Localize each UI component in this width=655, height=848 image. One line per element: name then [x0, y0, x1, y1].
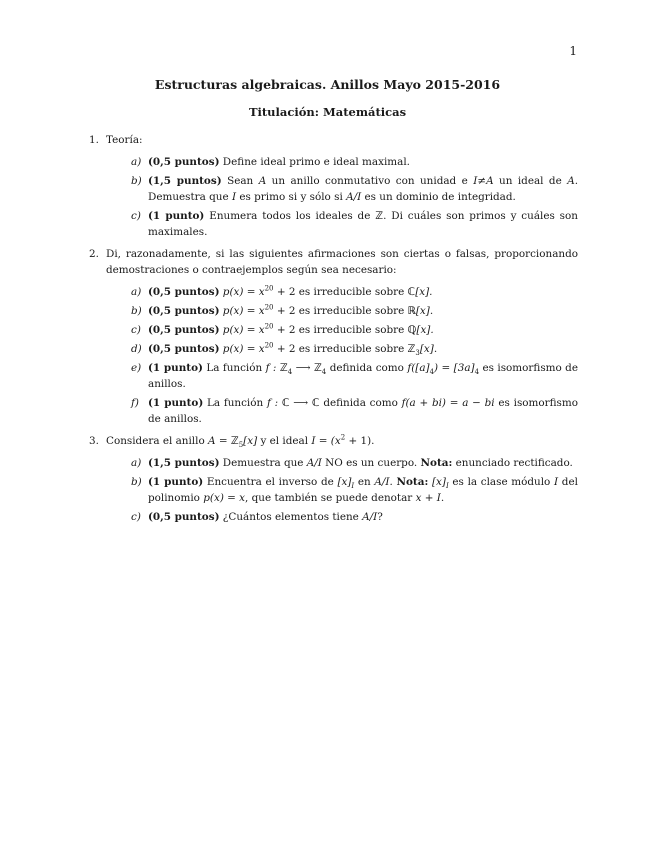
subquestion-list [106, 284, 578, 427]
text: Demuestra que [222, 457, 304, 469]
question-2 [89, 246, 578, 427]
math: I [445, 482, 449, 491]
text: es isomorfismo de anillos. [148, 397, 578, 425]
page-number: 1 [569, 44, 577, 58]
math: [x] [337, 476, 352, 488]
subquestion-letter: d) [131, 343, 142, 355]
math: A [258, 175, 267, 187]
math: 20 [264, 341, 274, 350]
text: es irreducible sobre [298, 286, 405, 298]
text: un ideal de [499, 175, 562, 187]
math: I [473, 175, 478, 187]
subquestion-3c [131, 509, 578, 525]
subquestion-3b [131, 474, 578, 506]
text: Enumera todos los ideales de [209, 210, 371, 222]
math: + 1). [345, 435, 375, 447]
text: La función [207, 397, 264, 409]
text: es irreducible sobre [298, 343, 405, 355]
question-3 [89, 433, 578, 525]
text: NO es un cuerpo. [325, 457, 418, 469]
math: A/I [346, 191, 362, 203]
math: [x] [431, 476, 446, 488]
text: Sean [227, 175, 254, 187]
math: 20 [264, 303, 274, 312]
math: ℚ [407, 324, 417, 336]
math: A [567, 175, 575, 187]
note-label: Nota: [420, 457, 453, 469]
math: [x] [243, 435, 258, 447]
math: ℤ [230, 435, 239, 447]
math: 4 [321, 368, 327, 377]
math: 5 [238, 441, 244, 450]
text: definida como [329, 362, 404, 374]
question-number: 2. [89, 248, 99, 260]
subquestion-text: Define ideal primo e ideal maximal. [222, 156, 410, 168]
text: , que también se puede denotar [245, 492, 413, 504]
math: [x]. [419, 343, 438, 355]
math: + 2 [273, 324, 296, 336]
subquestion-2e [131, 360, 578, 392]
math: p(x) = x [203, 492, 246, 504]
math: 4 [429, 368, 435, 377]
math: 4 [287, 368, 293, 377]
math: I [554, 476, 559, 488]
math: f(a + bi) = a − bi [401, 397, 495, 409]
math: A = [208, 435, 231, 447]
math: 4 [474, 368, 480, 377]
text: y el ideal [260, 435, 309, 447]
math: ⟶ [289, 397, 312, 409]
subquestion-2f [131, 395, 578, 427]
math: 20 [264, 322, 274, 331]
text: . [389, 476, 393, 488]
question-number: 3. [89, 435, 99, 447]
math: 20 [264, 284, 274, 293]
math: ) = [3a] [434, 362, 475, 374]
math: ⟶ [292, 362, 314, 374]
question-stem: Teoría: [106, 134, 143, 146]
text: . Demuestra que [148, 175, 579, 203]
subquestion-letter: a) [131, 457, 142, 469]
points: (1,5 puntos) [148, 457, 220, 469]
math: A/I [306, 457, 322, 469]
math: 2 [340, 433, 346, 442]
points: (0,5 puntos) [148, 343, 220, 355]
math: [x]. [416, 324, 434, 336]
math: ℤ [279, 362, 288, 374]
math: + 2 [273, 343, 296, 355]
math: ℤ [313, 362, 322, 374]
text: en [357, 476, 371, 488]
math: ℤ [407, 343, 416, 355]
math: 3 [415, 349, 420, 358]
points: (1 punto) [148, 210, 205, 222]
text: definida como [323, 397, 398, 409]
text: es primo si y sólo si [239, 191, 343, 203]
subquestion-letter: e) [131, 362, 142, 374]
text: Encuentra el inverso de [206, 476, 334, 488]
subquestion-list [106, 455, 578, 525]
note-label: Nota: [396, 476, 429, 488]
text: es irreducible sobre [298, 305, 405, 317]
math: A [486, 175, 494, 187]
math: ℂ [407, 286, 416, 298]
exam-content [89, 132, 578, 531]
question-stem: Di, razonadamente, si las siguientes afirmaciones son ciertas o falsas, proporcionando demostraciones o contraejemplos según sea necesario: [106, 248, 578, 276]
text: enunciado rectificado. [455, 457, 573, 469]
text: un anillo conmutativo con unidad e [271, 175, 468, 187]
subquestion-letter: c) [131, 511, 141, 523]
subquestion-2b [131, 303, 578, 319]
math: f : [266, 397, 282, 409]
subquestion-letter: f) [131, 397, 139, 409]
subquestion-3a [131, 455, 578, 471]
text: ? [377, 511, 383, 523]
text: es un dominio de integridad. [364, 191, 516, 203]
points: (1 punto) [148, 362, 203, 374]
math: p(x) = x [222, 305, 265, 317]
text: es isomorfismo de anillos. [148, 362, 578, 390]
math: [x]. [415, 305, 434, 317]
text: del polinomio [148, 476, 578, 504]
points: (0,5 puntos) [148, 324, 220, 336]
subquestion-letter: a) [131, 156, 142, 168]
exam-title: Estructuras algebraicas. Anillos Mayo 2015-2016 [154, 77, 501, 92]
math: A/I [374, 476, 390, 488]
math: x + I [415, 492, 441, 504]
math: A/I [362, 511, 378, 523]
subquestion-letter: c) [131, 210, 141, 222]
math: ≠ [477, 175, 487, 187]
points: (0,5 puntos) [148, 286, 220, 298]
text: es irreducible sobre [298, 324, 405, 336]
subquestion-letter: b) [131, 305, 142, 317]
points: (0,5 puntos) [148, 511, 220, 523]
math: p(x) = x [222, 286, 265, 298]
math: ℝ [407, 305, 416, 317]
question-number: 1. [89, 134, 99, 146]
points: (1,5 puntos) [148, 175, 222, 187]
math: ℤ [375, 210, 384, 222]
text: La función [206, 362, 263, 374]
subquestion-1b [131, 173, 578, 205]
text: es la clase módulo [452, 476, 551, 488]
math: p(x) = x [222, 324, 265, 336]
question-1 [89, 132, 578, 240]
subquestion-1c [131, 208, 578, 240]
text: . [440, 492, 445, 504]
subquestion-letter: a) [131, 286, 142, 298]
subquestion-list [106, 154, 578, 240]
math: ℂ [311, 397, 320, 409]
math: + 2 [273, 286, 296, 298]
subquestion-letter: c) [131, 324, 141, 336]
math: I [231, 191, 237, 203]
math: p(x) = x [222, 343, 265, 355]
points: (1 punto) [148, 397, 204, 409]
exam-subtitle: Titulación: Matemáticas [248, 105, 407, 119]
math: [x]. [415, 286, 433, 298]
text: ¿Cuántos elementos tiene [222, 511, 359, 523]
text: Considera el anillo [106, 435, 205, 447]
subquestion-letter: b) [131, 476, 142, 488]
subquestion-letter: b) [131, 175, 142, 187]
math: I = (x [311, 435, 341, 447]
math: + 2 [273, 305, 296, 317]
subquestion-1a [131, 154, 578, 170]
math: f([a] [407, 362, 430, 374]
points: (0,5 puntos) [148, 156, 220, 168]
subquestion-2a [131, 284, 578, 300]
subquestion-2d [131, 341, 578, 357]
math: f : [265, 362, 280, 374]
points: (1 punto) [148, 476, 204, 488]
text: . Di cuáles son primos y cuáles son maximales. [148, 210, 578, 238]
math: I [351, 482, 355, 491]
math: ℂ [281, 397, 290, 409]
subquestion-2c [131, 322, 578, 338]
points: (0,5 puntos) [148, 305, 220, 317]
question-stem [106, 433, 578, 449]
